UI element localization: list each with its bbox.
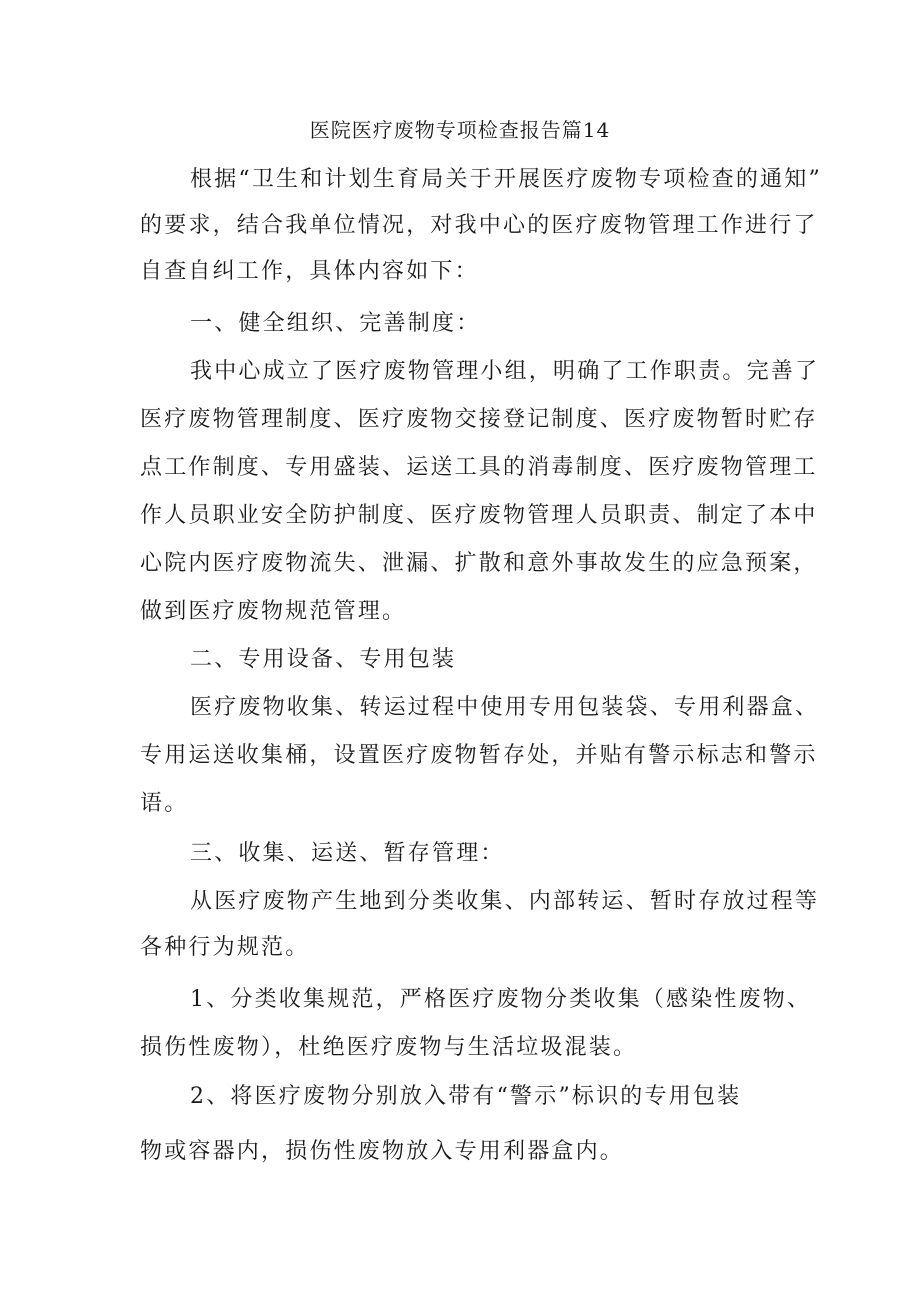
paragraph-line: 的要求，结合我单位情况，对我中心的医疗废物管理工作进行了 (140, 213, 818, 238)
section-heading: 二、专用设备、专用包装 (190, 647, 457, 672)
paragraph-line: 医疗废物管理制度、医疗废物交接登记制度、医疗废物暂时贮存 (140, 407, 818, 432)
paragraph-line: 语。 (140, 791, 189, 816)
paragraph-line: 专用运送收集桶，设置医疗废物暂存处，并贴有警示标志和警示 (140, 743, 818, 768)
paragraph-line: 1、分类收集规范，严格医疗废物分类收集（感染性废物、 (190, 987, 812, 1012)
section-heading: 一、健全组织、完善制度： (190, 311, 481, 336)
paragraph-line: 各种行为规范。 (140, 935, 310, 960)
paragraph-line: 作人员职业安全防护制度、医疗废物管理人员职责、制定了本中 (140, 503, 818, 528)
paragraph-line: 损伤性废物），杜绝医疗废物与生活垃圾混装。 (140, 1035, 638, 1060)
paragraph-line: 物或容器内，损伤性废物放入专用利器盒内。 (140, 1139, 625, 1164)
paragraph-line: 从医疗废物产生地到分类收集、内部转运、暂时存放过程等 (190, 889, 820, 914)
section-heading: 三、收集、运送、暂存管理： (190, 841, 505, 866)
paragraph-line: 心院内医疗废物流失、泄漏、扩散和意外事故发生的应急预案， (140, 551, 818, 576)
document-title: 医院医疗废物专项检查报告篇14 (309, 118, 611, 142)
paragraph-line: 做到医疗废物规范管理。 (140, 599, 407, 624)
paragraph-line: 根据“卫生和计划生育局关于开展医疗废物专项检查的通知” (190, 167, 822, 192)
paragraph-line: 自查自纠工作，具体内容如下： (140, 259, 479, 284)
paragraph-line: 我中心成立了医疗废物管理小组，明确了工作职责。完善了 (190, 359, 820, 384)
paragraph-line: 2、将医疗废物分别放入带有“警示”标识的专用包装 (190, 1084, 742, 1109)
paragraph-line: 医疗废物收集、转运过程中使用专用包装袋、专用利器盒、 (190, 695, 820, 720)
paragraph-line: 点工作制度、专用盛装、运送工具的消毒制度、医疗废物管理工 (140, 455, 818, 480)
